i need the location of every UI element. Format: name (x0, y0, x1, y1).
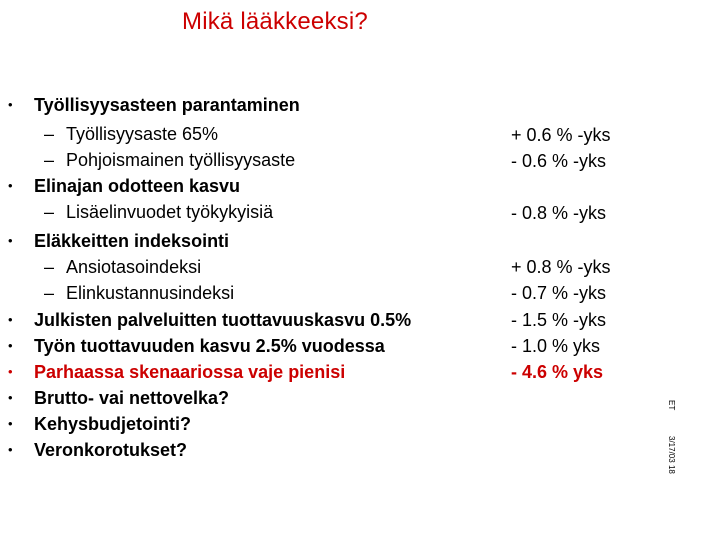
slide-title: Mikä lääkkeeksi? (182, 8, 368, 35)
bullet-marker: • (8, 364, 13, 379)
bullet-marker: • (8, 178, 13, 193)
list-item-text: Parhaassa skenaariossa vaje pienisi (34, 362, 346, 382)
effect-value: + 0.8 % -yks (511, 257, 611, 277)
bullet-marker: • (8, 390, 13, 405)
author-initials: ET (667, 400, 676, 411)
effect-value: - 0.7 % -yks (511, 283, 607, 303)
effect-value: + 0.6 % -yks (511, 125, 611, 145)
list-item-text: Työn tuottavuuden kasvu 2.5% vuodessa (34, 336, 385, 356)
effect-value: - 1.0 % yks (511, 336, 601, 356)
slide-footer-vertical (662, 380, 692, 480)
bullet-marker: • (8, 97, 13, 112)
list-subitem-text: Pohjoismainen työllisyysaste (66, 150, 296, 170)
list-item-text: Veronkorotukset? (34, 440, 188, 460)
dash-marker: – (44, 283, 55, 303)
list-item-text: Eläkkeitten indeksointi (34, 231, 230, 251)
total-effect-value: - 4.6 % yks (511, 362, 604, 382)
bullet-marker: • (8, 312, 13, 327)
bullet-marker: • (8, 338, 13, 353)
effect-value: - 1.5 % -yks (511, 310, 607, 330)
date-text: 3/17/03 (667, 436, 676, 463)
bullet-marker: • (8, 416, 13, 431)
dash-marker: – (44, 150, 55, 170)
list-item-text: Kehysbudjetointi? (34, 414, 191, 434)
list-subitem-text: Työllisyysaste 65% (66, 124, 219, 144)
effect-value: - 0.8 % -yks (511, 203, 607, 223)
list-item-text: Brutto- vai nettovelka? (34, 388, 230, 408)
list-subitem-text: Elinkustannusindeksi (66, 283, 235, 303)
dash-marker: – (44, 257, 55, 277)
effect-value: - 0.6 % -yks (511, 151, 607, 171)
bullet-marker: • (8, 233, 13, 248)
dash-marker: – (44, 202, 55, 222)
page-number: 18 (667, 464, 676, 474)
list-item-text: Julkisten palveluitten tuottavuuskasvu 0.5% (34, 310, 412, 330)
slide-date (667, 436, 676, 474)
list-subitem-text: Ansiotasoindeksi (66, 257, 202, 277)
bullet-marker: • (8, 442, 13, 457)
list-subitem-text: Lisäelinvuodet työkykyisiä (66, 202, 274, 222)
list-item-text: Työllisyysasteen parantaminen (34, 95, 300, 115)
list-item-text: Elinajan odotteen kasvu (34, 176, 241, 196)
dash-marker: – (44, 124, 55, 144)
